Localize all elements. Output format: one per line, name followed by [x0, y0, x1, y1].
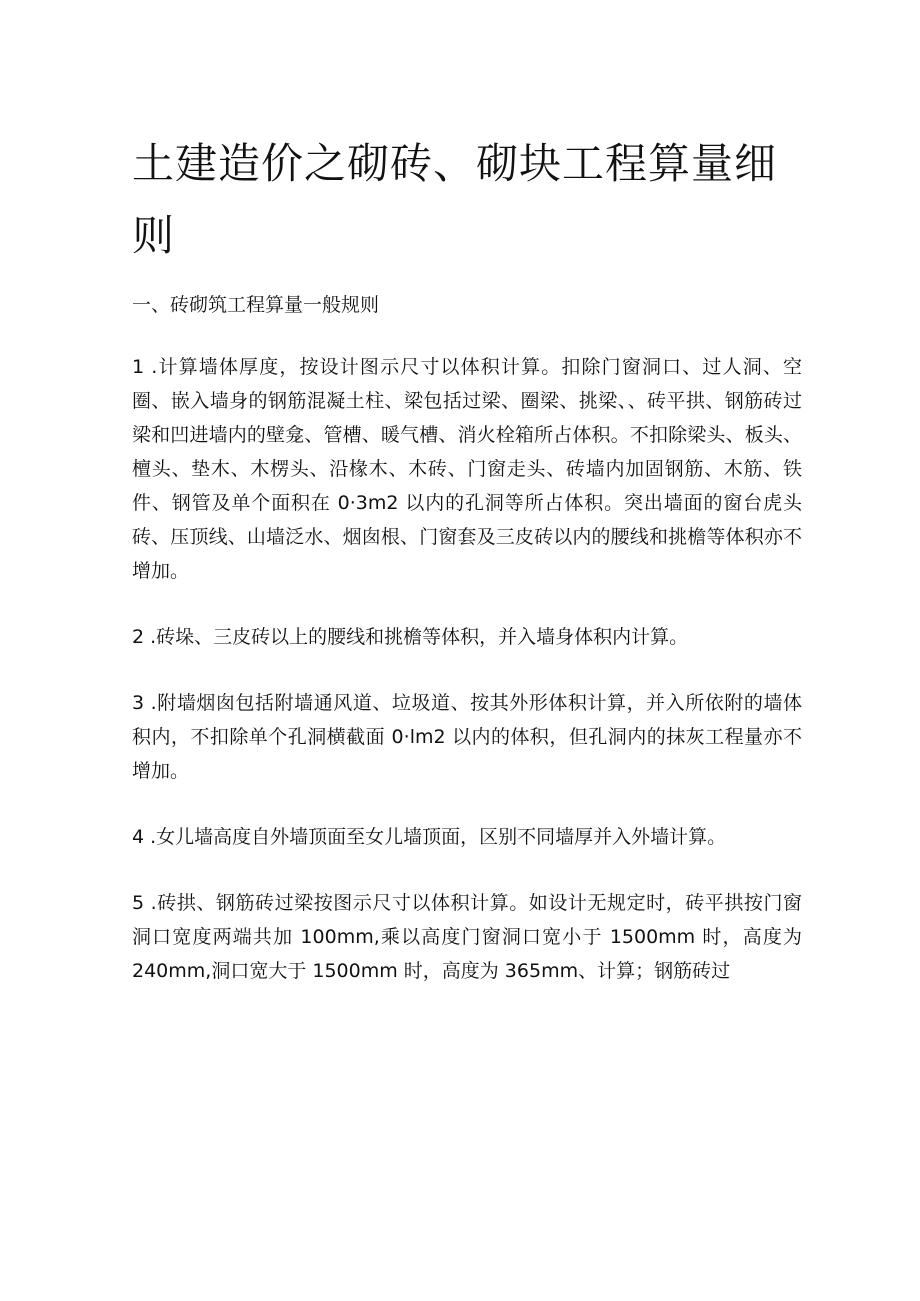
- section-heading: 一、砖砌筑工程算量一般规则: [132, 294, 380, 316]
- paragraph-3: 3 .附墙烟囱包括附墙通风道、垃圾道、按其外形体积计算，并入所依附的墙体积内，不扣除单个孔洞横截面 0·lm2 以内的体积，但孔洞内的抹灰工程量亦不增加。: [132, 692, 802, 782]
- document-page: [132, 128, 802, 988]
- document-title: 土建造价之砌砖、砌块工程算量细则: [132, 139, 778, 260]
- paragraph-4: 4 .女儿墙高度自外墙顶面至女儿墙顶面，区别不同墙厚并入外墙计算。: [132, 826, 727, 848]
- paragraph-2: 2 .砖垛、三皮砖以上的腰线和挑檐等体积，并入墙身体积内计算。: [132, 626, 689, 648]
- paragraph-1: 1 .计算墙体厚度，按设计图示尺寸以体积计算。扣除门窗洞口、过人洞、空圈、嵌入墙身的钢筋混凝土柱、梁包括过梁、圈梁、挑梁、、砖平拱、钢筋砖过梁和凹进墙内的壁龛、管槽、暖气槽、消火栓箱所占体积。不扣除梁头、板头、檀头、垫木、木楞头、沿椽木、木砖、门窗走头、砖墙内加固钢筋、木筋、铁件、钢管及单个面积在 0·3m2 以内的孔洞等所占体积。突出墙面的窗台虎头砖、压顶线、山墙泛水、烟囱根、门窗套及三皮砖以内的腰线和挑檐等体积亦不增加。: [132, 356, 802, 582]
- paragraph-5: 5 .砖拱、钢筋砖过梁按图示尺寸以体积计算。如设计无规定时，砖平拱按门窗洞口宽度两端共加 100mm,乘以高度门窗洞口宽小于 1500mm 时，高度为 240mm,洞口宽大于 1500mm 时，高度为 365mm、计算；钢筋砖过: [132, 892, 802, 982]
